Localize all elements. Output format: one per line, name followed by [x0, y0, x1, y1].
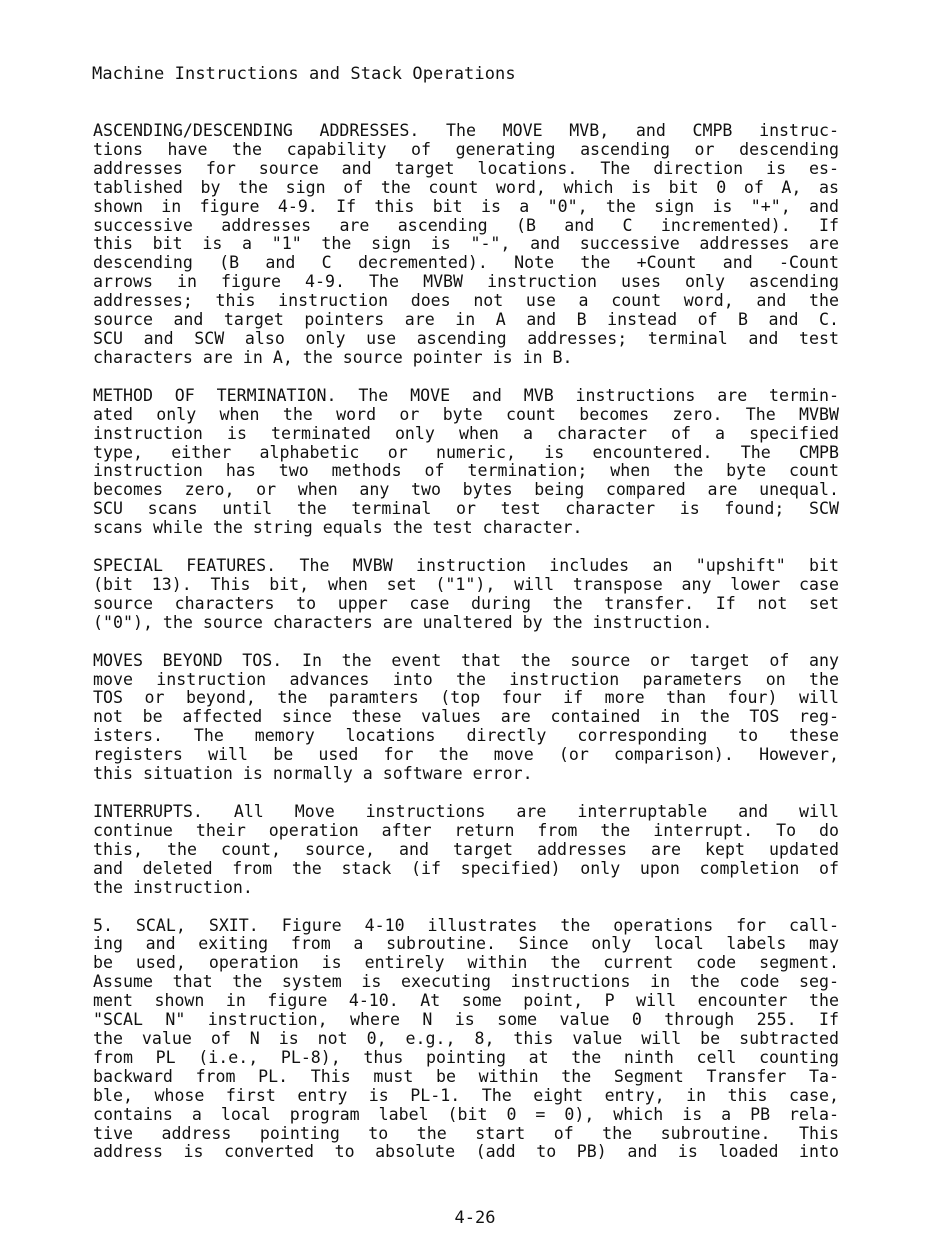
- text-line: tive address pointing to the start of the subroutine. This: [93, 1124, 839, 1143]
- text-line: type, either alphabetic or numeric, is encountered. The CMPB: [93, 443, 839, 462]
- text-line: ble, whose first entry is PL-1. The eight entry, in this case,: [93, 1086, 839, 1105]
- text-line: SCU scans until the terminal or test character is found; SCW: [93, 500, 839, 519]
- text-line: addresses; this instruction does not use a count word, and the: [93, 292, 839, 311]
- text-line: Assume that the system is executing instructions in the code seg-: [93, 973, 839, 992]
- text-line: address is converted to absolute (add to PB) and is loaded into: [93, 1143, 839, 1162]
- text-line: ing and exiting from a subroutine. Since only local labels may: [93, 935, 839, 954]
- text-line: backward from PL. This must be within the Segment Transfer Ta-: [93, 1067, 839, 1086]
- text-line: this bit is a "1" the sign is "-", and successive addresses are: [93, 235, 839, 254]
- text-line: not be affected since these values are contained in the TOS reg-: [93, 708, 839, 727]
- text-line: tablished by the sign of the count word, which is bit 0 of A, as: [93, 178, 839, 197]
- text-line: source characters to upper case during the transfer. If not set: [93, 594, 839, 613]
- text-line: tions have the capability of generating ascending or descending: [93, 140, 839, 159]
- text-line: the instruction.: [93, 878, 253, 897]
- text-line: this, the count, source, and target addresses are kept updated: [93, 840, 839, 859]
- text-line: instruction has two methods of termination; when the byte count: [93, 462, 839, 481]
- paragraph: [93, 652, 839, 784]
- text-line: contains a local program label (bit 0 = 0), which is a PB rela-: [93, 1105, 839, 1124]
- text-line: 5. SCAL, SXIT. Figure 4-10 illustrates the operations for call-: [93, 916, 839, 935]
- paragraph: [93, 122, 839, 368]
- text-line: registers will be used for the move (or comparison). However,: [93, 746, 839, 765]
- text-line: METHOD OF TERMINATION. The MOVE and MVB instructions are termin-: [93, 386, 839, 405]
- text-line: ASCENDING/DESCENDING ADDRESSES. The MOVE MVB, and CMPB instruc-: [93, 122, 839, 140]
- paragraph: [93, 387, 839, 538]
- text-line: ment shown in figure 4-10. At some point, P will encounter the: [93, 992, 839, 1011]
- text-line: descending (B and C decremented). Note the +Count and -Count: [93, 254, 839, 273]
- page-number: 4-26: [454, 1208, 496, 1228]
- text-line: ated only when the word or byte count becomes zero. The MVBW: [93, 405, 839, 424]
- text-line: move instruction advances into the instruction parameters on the: [93, 670, 839, 689]
- text-line: from PL (i.e., PL-8), thus pointing at the ninth cell counting: [93, 1048, 839, 1067]
- text-line: SPECIAL FEATURES. The MVBW instruction includes an "upshift" bit: [93, 557, 839, 576]
- text-line: continue their operation after return from the interrupt. To do: [93, 821, 839, 840]
- paragraph: [93, 917, 839, 1163]
- text-line: successive addresses are ascending (B and C incremented). If: [93, 216, 839, 235]
- text-line: addresses for source and target locations. The direction is es-: [93, 159, 839, 178]
- text-line: INTERRUPTS. All Move instructions are interruptable and will: [93, 803, 839, 821]
- text-line: instruction is terminated only when a character of a specified: [93, 424, 839, 443]
- text-line: be used, operation is entirely within the current code segment.: [93, 954, 839, 973]
- paragraph: [93, 557, 839, 633]
- text-line: TOS or beyond, the paramters (top four if more than four) will: [93, 689, 839, 708]
- text-line: becomes zero, or when any two bytes being compared are unequal.: [93, 481, 839, 500]
- text-line: scans while the string equals the test character.: [93, 519, 583, 538]
- paragraph: [93, 803, 839, 898]
- text-line: this situation is normally a software error.: [93, 765, 533, 784]
- text-line: MOVES BEYOND TOS. In the event that the source or target of any: [93, 651, 839, 670]
- text-line: the value of N is not 0, e.g., 8, this value will be subtracted: [93, 1029, 839, 1048]
- text-line: shown in figure 4-9. If this bit is a "0", the sign is "+", and: [93, 197, 839, 216]
- running-header: Machine Instructions and Stack Operations: [92, 64, 516, 84]
- text-line: source and target pointers are in A and B instead of B and C.: [93, 311, 839, 330]
- text-line: isters. The memory locations directly corresponding to these: [93, 727, 839, 746]
- text-line: arrows in figure 4-9. The MVBW instruction uses only ascending: [93, 273, 839, 292]
- text-line: SCU and SCW also only use ascending addresses; terminal and test: [93, 329, 839, 348]
- text-line: ("0"), the source characters are unaltered by the instruction.: [93, 613, 713, 632]
- text-line: characters are in A, the source pointer is in B.: [93, 348, 573, 367]
- body-text: [93, 122, 839, 1181]
- text-line: and deleted from the stack (if specified) only upon completion of: [93, 859, 839, 878]
- text-line: "SCAL N" instruction, where N is some value 0 through 255. If: [93, 1011, 839, 1030]
- text-line: (bit 13). This bit, when set ("1"), will transpose any lower case: [93, 575, 839, 594]
